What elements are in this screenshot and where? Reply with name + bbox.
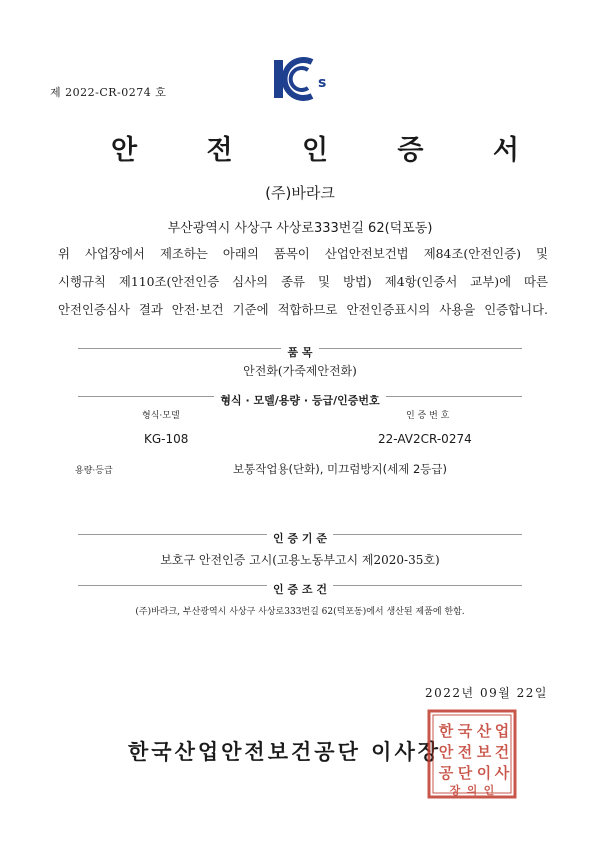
official-seal bbox=[426, 708, 518, 800]
issue-date: 2022년 09월 22일 bbox=[425, 686, 548, 700]
svg-text:건: 건 bbox=[494, 743, 510, 761]
svg-text:장: 장 bbox=[449, 784, 461, 797]
svg-text:사: 사 bbox=[494, 764, 510, 782]
company-address: 부산광역시 사상구 사상로333번길 62(덕포동) bbox=[167, 221, 433, 236]
svg-text:국: 국 bbox=[457, 722, 473, 740]
standard-value: 보호구 안전인증 고시(고용노동부고시 제2020-35호) bbox=[160, 553, 440, 567]
svg-text:인: 인 bbox=[483, 784, 495, 797]
body-text-line-1: 위 사업장에서 제조하는 아래의 품목이 산업안전보건법 제84조(안전인증) 및 bbox=[58, 246, 548, 261]
issuing-agency: 한국산업안전보건공단 이사장 bbox=[128, 740, 442, 764]
specs-heading: 형식 · 모델/용량 · 등급/인증번호 bbox=[214, 394, 385, 407]
cert-number-label: 인 증 번 호 bbox=[406, 411, 450, 421]
svg-text:공: 공 bbox=[438, 764, 454, 782]
body-text-line-3: 안전인증심사 결과 안전·보건 기준에 적합하므로 안전인증표시의 사용을 인증합니다. bbox=[58, 302, 548, 317]
item-value: 안전화(가죽제안전화) bbox=[243, 364, 357, 378]
svg-text:s: s bbox=[318, 75, 327, 91]
svg-text:업: 업 bbox=[494, 722, 510, 740]
svg-text:전: 전 bbox=[457, 743, 473, 761]
condition-value: (주)바라크, 부산광역시 사상구 사상로333번길 62(덕포동)에서 생산된 제품에 한함. bbox=[135, 607, 465, 617]
svg-text:한: 한 bbox=[438, 722, 454, 740]
svg-text:단: 단 bbox=[457, 764, 473, 782]
grade-label: 용량·등급 bbox=[75, 466, 113, 476]
grade-value: 보통작업용(단화), 미끄럼방지(세제 2등급) bbox=[233, 462, 447, 476]
certificate-title: 안 전 인 증 서 bbox=[110, 135, 549, 166]
svg-text:이: 이 bbox=[476, 764, 492, 782]
standard-heading: 인 증 기 준 bbox=[267, 532, 333, 545]
cert-number-value: 22-AV2CR-0274 bbox=[378, 432, 472, 446]
company-name: (주)바라크 bbox=[265, 184, 335, 202]
condition-heading: 인 증 조 건 bbox=[267, 583, 333, 596]
kcs-logo bbox=[272, 56, 332, 102]
item-heading: 품 목 bbox=[281, 346, 318, 359]
body-text-line-2: 시행규칙 제110조(안전인증 심사의 종류 및 방법) 제4항(인증서 교부)에 따른 bbox=[58, 274, 548, 289]
model-value: KG-108 bbox=[144, 432, 189, 446]
svg-text:의: 의 bbox=[466, 784, 478, 797]
svg-text:안: 안 bbox=[438, 743, 454, 761]
svg-text:산: 산 bbox=[476, 722, 492, 740]
model-label: 형식·모델 bbox=[142, 411, 180, 421]
svg-text:보: 보 bbox=[476, 743, 492, 761]
document-number: 제 2022-CR-0274 호 bbox=[50, 86, 167, 99]
